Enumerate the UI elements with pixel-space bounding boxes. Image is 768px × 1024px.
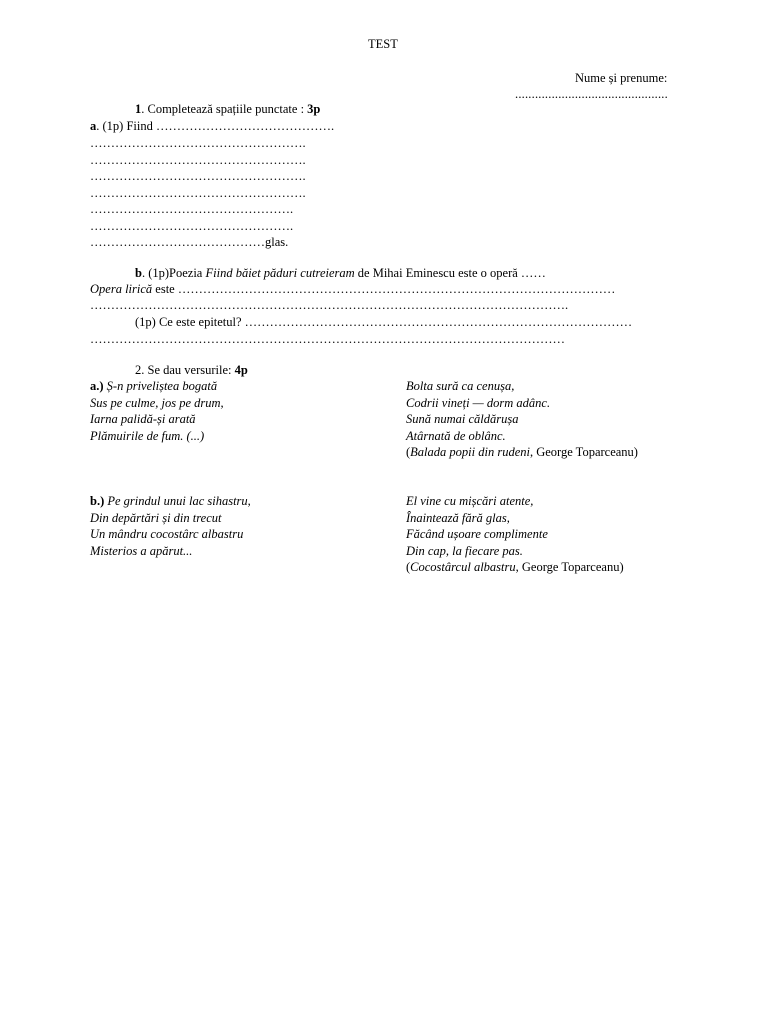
q2a-source: (Balada popii din rudeni, George Toparceanu) <box>406 445 638 459</box>
verse-line: Bolta sură ca cenușa, <box>406 379 515 393</box>
dotted-line: ……………………………………glas. <box>90 235 289 249</box>
q2-heading-text: 2. Se dau versurile: <box>135 363 235 377</box>
q1-points: 3p <box>307 102 321 116</box>
q1a-label: a <box>90 119 97 133</box>
verse-line: Codrii vineți — dorm adânc. <box>406 395 551 410</box>
dotted-line: ……………………………………………. <box>90 185 306 200</box>
verse-line: Plămuirile de fum. (...) <box>90 428 205 443</box>
q1b-line2 <box>90 281 615 298</box>
q2b-label: b.) <box>90 494 105 508</box>
q1b-opera-lirica: Opera lirică <box>90 282 153 296</box>
q1-heading <box>135 101 320 118</box>
verse-line: Atârnată de oblânc. <box>406 428 506 443</box>
q1a-line <box>90 118 334 135</box>
q1b-label: b <box>135 266 142 280</box>
q2b-source-author: , George Toparceanu) <box>515 560 624 574</box>
q1b-line5: …………………………………………………………………………………………………… <box>90 332 565 346</box>
q2-heading <box>135 362 248 379</box>
verse-line: El vine cu mișcări atente, <box>406 494 534 508</box>
dotted-line: ……………………………………………. <box>90 169 306 183</box>
verse-line: Sus pe culme, jos pe drum, <box>90 395 224 410</box>
q2b-right-stanza <box>406 493 624 576</box>
dotted-line: ……………………………………………. <box>90 136 306 150</box>
dotted-line: …………………………………………. <box>90 218 294 233</box>
q2b-source: (Cocostârcul albastru, George Toparceanu) <box>406 560 624 574</box>
q1b-text2: de Mihai Eminescu este o operă …… <box>354 266 546 280</box>
verse-line: Misterios a apărut... <box>90 543 193 558</box>
verse-line: Din depărtări și din trecut <box>90 510 222 525</box>
q2-points: 4p <box>234 363 248 377</box>
verse-line: Din cap, la fiecare pas. <box>406 543 523 558</box>
q1b-poem-title: Fiind băiet păduri cutreieram <box>205 266 355 280</box>
verse-line: Ș-n priveliștea bogată <box>106 379 218 393</box>
name-label: Nume și prenume: <box>575 71 668 85</box>
name-dotted-line: .............................................. <box>515 87 668 101</box>
q1b-line2-rest: este …………………………………………………………………………………………… <box>152 282 616 296</box>
verse-line: Sună numai căldărușa <box>406 412 519 426</box>
q1b-text1: . (1p)Poezia <box>141 266 206 280</box>
page-title: TEST <box>368 37 398 51</box>
dotted-line: ……………………………………………. <box>90 152 306 167</box>
verse-line: Pe grindul unui lac sihastru, <box>107 494 251 508</box>
q1b-line <box>135 265 546 282</box>
verse-line: Înaintează fără glas, <box>406 510 510 525</box>
dotted-line: …………………………………………. <box>90 202 294 216</box>
q1a-text: . (1p) Fiind ……………………………………. <box>96 119 335 133</box>
q2a-source-author: , George Toparceanu) <box>529 445 638 459</box>
q1b-line3: ……………………………………………………………………………………………………. <box>90 298 569 312</box>
q1b-line4: (1p) Ce este epitetul? ………………………………………………………………………………… <box>135 315 633 329</box>
q2a-source-title: Balada popii din rudeni <box>410 445 530 459</box>
q2b-source-title: Cocostârcul albastru <box>410 560 516 574</box>
q1-number: 1 <box>135 102 142 116</box>
q2b-left-stanza <box>90 493 251 559</box>
verse-line: Iarna palidă-și arată <box>90 412 196 426</box>
verse-line: Un mândru cocostârc albastru <box>90 527 244 541</box>
q1a-dotted-lines <box>90 135 306 251</box>
q2a-right-stanza <box>406 378 638 461</box>
verse-line: Făcând ușoare complimente <box>406 527 548 541</box>
q2a-label: a.) <box>90 379 104 393</box>
q1-text: . Completează spațiile punctate : <box>141 102 308 116</box>
q2a-left-stanza <box>90 378 224 444</box>
